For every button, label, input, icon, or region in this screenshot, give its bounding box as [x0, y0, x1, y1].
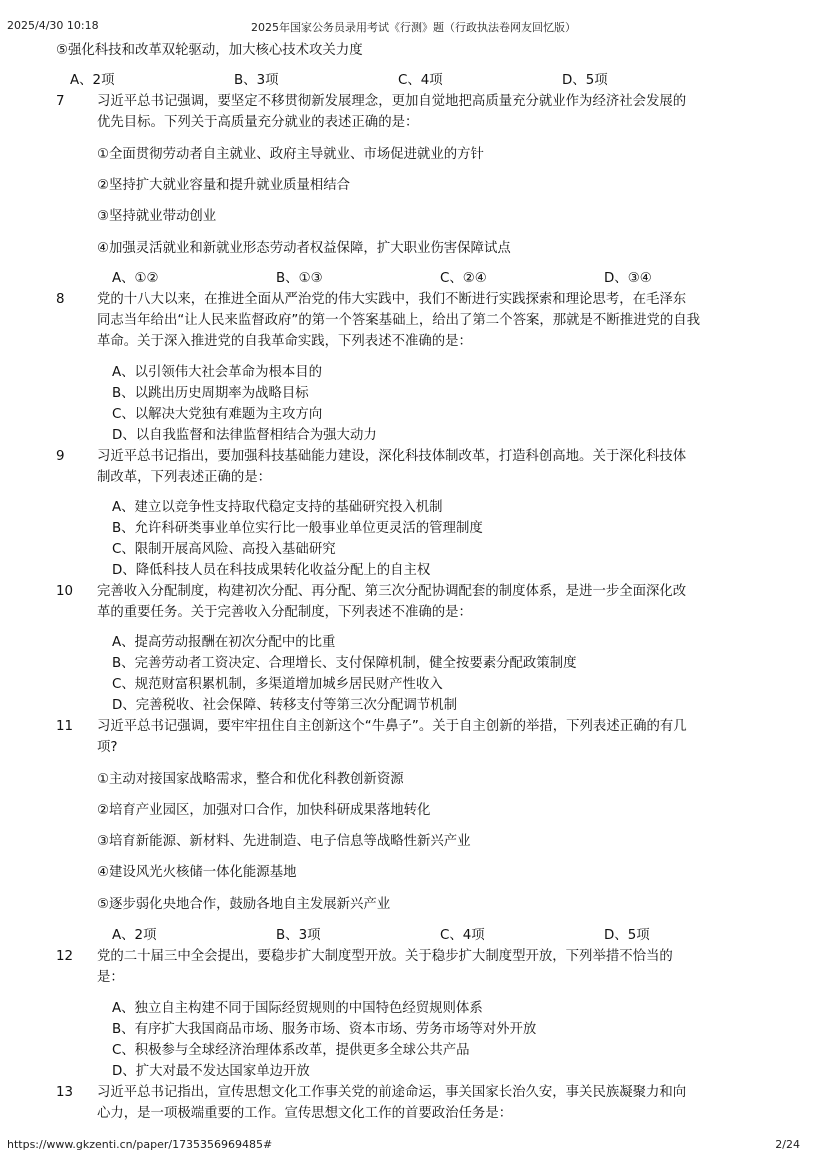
- q12-option-c: C、积极参与全球经济治理体系改革，提供更多全球公共产品: [112, 1043, 470, 1058]
- q13-number: 13: [56, 1085, 74, 1100]
- q12-stem-line-1: 党的二十届三中全会提出，要稳步扩大制度型开放。关于稳步扩大制度型开放，下列举措不恰当的: [97, 949, 673, 964]
- q7-option-a: A、①②: [112, 271, 159, 286]
- q6-item-5: ⑤强化科技和改革双轮驱动，加大核心技术攻关力度: [56, 43, 363, 58]
- q12-option-d: D、扩大对最不发达国家单边开放: [112, 1064, 310, 1079]
- q10-option-c: C、规范财富积累机制，多渠道增加城乡居民财产性收入: [112, 677, 443, 692]
- q11-item-3: ③培育新能源、新材料、先进制造、电子信息等战略性新兴产业: [97, 834, 471, 849]
- q7-option-d: D、③④: [604, 271, 652, 286]
- q10-stem-line-1: 完善收入分配制度，构建初次分配、再分配、第三次分配协调配套的制度体系，是进一步全面深化改: [97, 584, 687, 599]
- q7-item-3: ③坚持就业带动创业: [97, 209, 217, 224]
- q12-stem-line-2: 是：: [97, 970, 124, 985]
- q11-number: 11: [56, 719, 74, 734]
- document-title: 2025年国家公务员录用考试《行测》题（行政执法卷网友回忆版）: [251, 21, 576, 34]
- q11-option-a: A、2项: [112, 928, 157, 943]
- q9-option-d: D、降低科技人员在科技成果转化收益分配上的自主权: [112, 563, 431, 578]
- q8-option-b: B、以跳出历史周期率为战略目标: [112, 386, 309, 401]
- page-number: 2/24: [775, 1138, 800, 1151]
- q8-number: 8: [56, 292, 65, 307]
- q12-option-b: B、有序扩大我国商品市场、服务市场、资本市场、劳务市场等对外开放: [112, 1022, 537, 1037]
- q13-stem-line-2: 心力，是一项极端重要的工作。宣传思想文化工作的首要政治任务是：: [97, 1106, 513, 1121]
- q8-stem-line-1: 党的十八大以来，在推进全面从严治党的伟大实践中，我们不断进行实践探索和理论思考，在毛泽东: [97, 292, 687, 307]
- q6-option-b: B、3项: [234, 73, 279, 88]
- q9-option-c: C、限制开展高风险、高投入基础研究: [112, 542, 336, 557]
- q12-number: 12: [56, 949, 74, 964]
- q7-item-1: ①全面贯彻劳动者自主就业、政府主导就业、市场促进就业的方针: [97, 147, 484, 162]
- q7-option-b: B、①③: [276, 271, 323, 286]
- q11-item-2: ②培育产业园区，加强对口合作，加快科研成果落地转化: [97, 803, 431, 818]
- q10-option-d: D、完善税收、社会保障、转移支付等第三次分配调节机制: [112, 698, 458, 713]
- source-url[interactable]: https://www.gkzenti.cn/paper/1735356969485#: [7, 1138, 273, 1151]
- q8-option-c: C、以解决大党独有难题为主攻方向: [112, 407, 323, 422]
- q11-option-d: D、5项: [604, 928, 650, 943]
- q11-item-4: ④建设风光火核储一体化能源基地: [97, 865, 297, 880]
- q11-option-b: B、3项: [276, 928, 321, 943]
- q8-option-a: A、以引领伟大社会革命为根本目的: [112, 365, 323, 380]
- q9-option-a: A、建立以竞争性支持取代稳定支持的基础研究投入机制: [112, 500, 443, 515]
- q12-option-a: A、独立自主构建不同于国际经贸规则的中国特色经贸规则体系: [112, 1001, 483, 1016]
- q7-stem-line-2: 优先目标。下列关于高质量充分就业的表述正确的是：: [97, 115, 419, 130]
- q11-stem-line-1: 习近平总书记强调，要牢牢扭住自主创新这个“牛鼻子”。关于自主创新的举措，下列表述正确的有几: [97, 719, 687, 734]
- q10-option-a: A、提高劳动报酬在初次分配中的比重: [112, 635, 336, 650]
- q10-option-b: B、完善劳动者工资决定、合理增长、支付保障机制，健全按要素分配政策制度: [112, 656, 577, 671]
- q13-stem-line-1: 习近平总书记指出，宣传思想文化工作事关党的前途命运，事关国家长治久安，事关民族凝聚力和向: [97, 1085, 687, 1100]
- q9-number: 9: [56, 449, 65, 464]
- q6-option-d: D、5项: [562, 73, 608, 88]
- q7-item-4: ④加强灵活就业和新就业形态劳动者权益保障，扩大职业伤害保障试点: [97, 241, 511, 256]
- print-datetime: 2025/4/30 10:18: [7, 19, 99, 32]
- q9-stem-line-1: 习近平总书记指出，要加强科技基础能力建设，深化科技体制改革，打造科创高地。关于深化科技体: [97, 449, 687, 464]
- q6-option-c: C、4项: [398, 73, 443, 88]
- q11-item-1: ①主动对接国家战略需求，整合和优化科教创新资源: [97, 772, 404, 787]
- q7-number: 7: [56, 94, 65, 109]
- q11-stem-line-2: 项?: [97, 740, 118, 755]
- q8-stem-line-3: 革命。关于深入推进党的自我革命实践，下列表述不准确的是：: [97, 334, 472, 349]
- q11-option-c: C、4项: [440, 928, 485, 943]
- q11-item-5: ⑤逐步弱化央地合作，鼓励各地自主发展新兴产业: [97, 897, 391, 912]
- q7-stem-line-1: 习近平总书记强调，要坚定不移贯彻新发展理念，更加自觉地把高质量充分就业作为经济社会发展的: [97, 94, 687, 109]
- q7-option-c: C、②④: [440, 271, 487, 286]
- q8-stem-line-2: 同志当年给出“让人民来监督政府”的第一个答案基础上，给出了第二个答案，那就是不断推进党的自我: [97, 313, 701, 328]
- q10-stem-line-2: 革的重要任务。关于完善收入分配制度，下列表述不准确的是：: [97, 605, 472, 620]
- q8-option-d: D、以自我监督和法律监督相结合为强大动力: [112, 428, 377, 443]
- q10-number: 10: [56, 584, 74, 599]
- q6-option-a: A、2项: [70, 73, 115, 88]
- q9-stem-line-2: 制改革，下列表述正确的是：: [97, 470, 272, 485]
- q7-item-2: ②坚持扩大就业容量和提升就业质量相结合: [97, 178, 351, 193]
- q9-option-b: B、允许科研类事业单位实行比一般事业单位更灵活的管理制度: [112, 521, 483, 536]
